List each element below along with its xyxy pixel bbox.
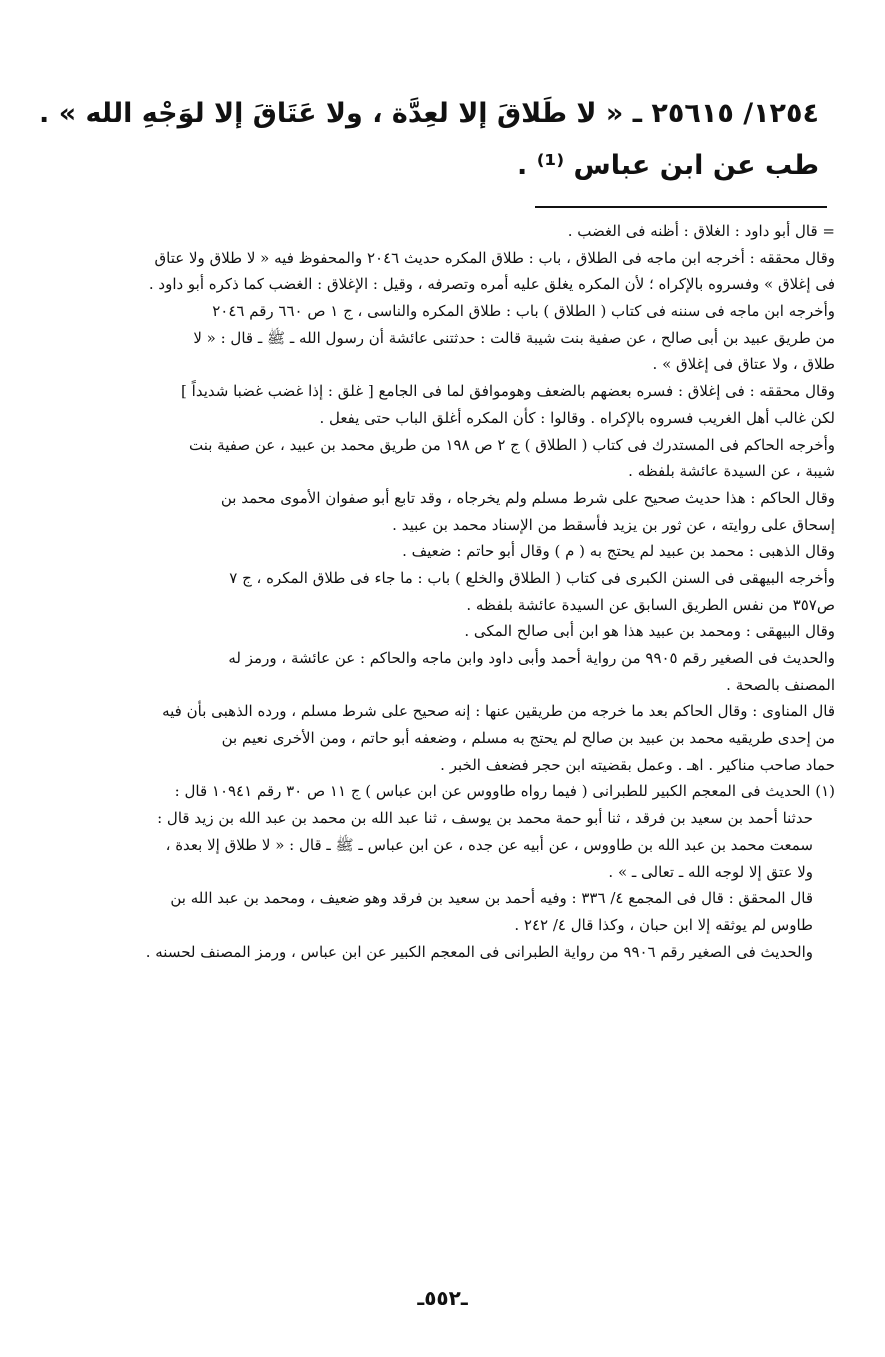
footnote-1-line: والحديث فى الصغير رقم ٩٩٠٦ من رواية الطبرانى فى المعجم الكبير عن ابن عباس ، ورمز المصنف لحسنه . <box>145 942 813 961</box>
note-line: وقال محققه : أخرجه ابن ماجه فى الطلاق ، باب : طلاق المكره حديث ٢٠٤٦ والمحفوظ فيه « لا طلاق ولا عتاق <box>154 248 835 267</box>
note-line: وأخرجه الحاكم فى المستدرك فى كتاب ( الطلاق ) ج ٢ ص ١٩٨ من طريق محمد بن عبيد ، عن صفية بنت <box>188 435 835 454</box>
footnotes <box>48 218 835 965</box>
note-line: من إحدى طريقيه محمد بن عبيد بن صالح لم يحتج به مسلم ، وضعفه أبو حاتم ، ومن الأخرى نعيم بن <box>221 729 835 748</box>
footnote-1-line: (١) الحديث فى المعجم الكبير للطبرانى ( فيما رواه طاووس عن ابن عباس ) ج ١١ ص ٣٠ رقم ١٠٩٤١ قال : <box>174 782 835 801</box>
page-number: ـ٥٥٢ـ <box>417 1286 468 1310</box>
note-line: طلاق ، ولا عتاق فى إغلاق » . <box>652 355 835 374</box>
footnote-1-line: طاوس لم يوثقه إلا ابن حبان ، وكذا قال ٤/ ٢٤٢ . <box>514 915 813 934</box>
hadith-line-2: طب عن ابن عباس ⁽¹⁾ . <box>517 150 819 181</box>
note-line: لكن غالب أهل الغريب فسروه بالإكراه . وقالوا : كأن المكره أغلق الباب حتى يفعل . <box>319 408 835 427</box>
note-line: فى إغلاق » وفسروه بالإكراه ؛ لأن المكره يغلق عليه أمره وتصرفه ، وقيل : الإغلاق : الغضب كما ذكره أبو داود . <box>148 275 835 294</box>
note-line: المصنف بالصحة . <box>726 675 835 694</box>
footnote-1-line: سمعت محمد بن عبد الله بن طاووس ، عن أبيه عن جده ، عن ابن عباس ـ ﷺ ـ قال : « لا طلاق إلا بعدة ، <box>165 835 813 854</box>
hadith-line-1: ١٢٥٤/ ٢٥٦١٥ ـ « لا طَلاقَ إلا لعِدَّة ، ولا عَتَاقَ إلا لوَجْهِ الله » . <box>39 98 819 129</box>
note-line: وأخرجه البيهقى فى السنن الكبرى فى كتاب ( الطلاق والخلع ) باب : ما جاء فى طلاق المكره ، ج ٧ <box>229 568 835 587</box>
note-line: وقال الحاكم : هذا حديث صحيح على شرط مسلم ولم يخرجاه ، وقد تابع أبو صفوان الأموى محمد بن <box>220 488 835 507</box>
footnote-separator <box>535 206 827 208</box>
footnote-1-line: قال المحقق : قال فى المجمع ٤/ ٣٣٦ : وفيه أحمد بن سعيد بن فرقد وهو ضعيف ، ومحمد بن عبد الله بن <box>170 889 813 908</box>
note-line: وقال محققه : فى إغلاق : فسره بعضهم بالضعف وهوموافق لما فى الجامع [ غلق : إذا غضب غضبا شديداً ] <box>181 382 835 401</box>
footnote-1-line: حدثنا أحمد بن سعيد بن فرقد ، ثنا أبو حمة محمد بن يوسف ، ثنا عبد الله بن محمد بن عبد الله بن زيد قال : <box>157 809 813 828</box>
note-line: إسحاق على روايته ، عن ثور بن يزيد فأسقط من الإسناد محمد بن عبيد . <box>392 515 835 534</box>
note-line: وقال البيهقى : ومحمد بن عبيد هذا هو ابن أبى صالح المكى . <box>464 622 835 641</box>
note-line: ص٣٥٧ من نفس الطريق السابق عن السيدة عائشة بلفظه . <box>466 595 835 614</box>
note-line: من طريق عبيد بن أبى صالح ، عن صفية بنت شيبة قالت : حدثتنى عائشة أن رسول الله ـ ﷺ ـ قال : « لا <box>193 328 835 347</box>
note-line: حماد صاحب مناكير . اهـ . وعمل بقضيته ابن حجر فضعف الخبر . <box>440 755 835 774</box>
hadith-text <box>40 88 819 192</box>
note-line: وأخرجه ابن ماجه فى سننه فى كتاب ( الطلاق ) باب : طلاق المكره والناسى ، ج ١ ص ٦٦٠ رقم ٢٠٤٦ <box>212 302 835 321</box>
note-line: قال المناوى : وقال الحاكم بعد ما خرجه من طريقين عنها : إنه صحيح على شرط مسلم ، ورده الذهبى بأن فيه <box>162 702 835 721</box>
note-line: شيبة ، عن السيدة عائشة بلفظه . <box>628 462 835 481</box>
note-line: = قال أبو داود : الغلاق : أظنه فى الغضب . <box>567 222 835 240</box>
note-line: وقال الذهبى : محمد بن عبيد لم يحتج به ( م ) وقال أبو حاتم : ضعيف . <box>402 542 835 561</box>
footnote-1-line: ولا عتق إلا لوجه الله ـ تعالى ـ » . <box>608 862 813 881</box>
note-line: والحديث فى الصغير رقم ٩٩٠٥ من رواية أحمد وأبى داود وابن ماجه والحاكم : عن عائشة ، ورمز له <box>228 649 835 667</box>
